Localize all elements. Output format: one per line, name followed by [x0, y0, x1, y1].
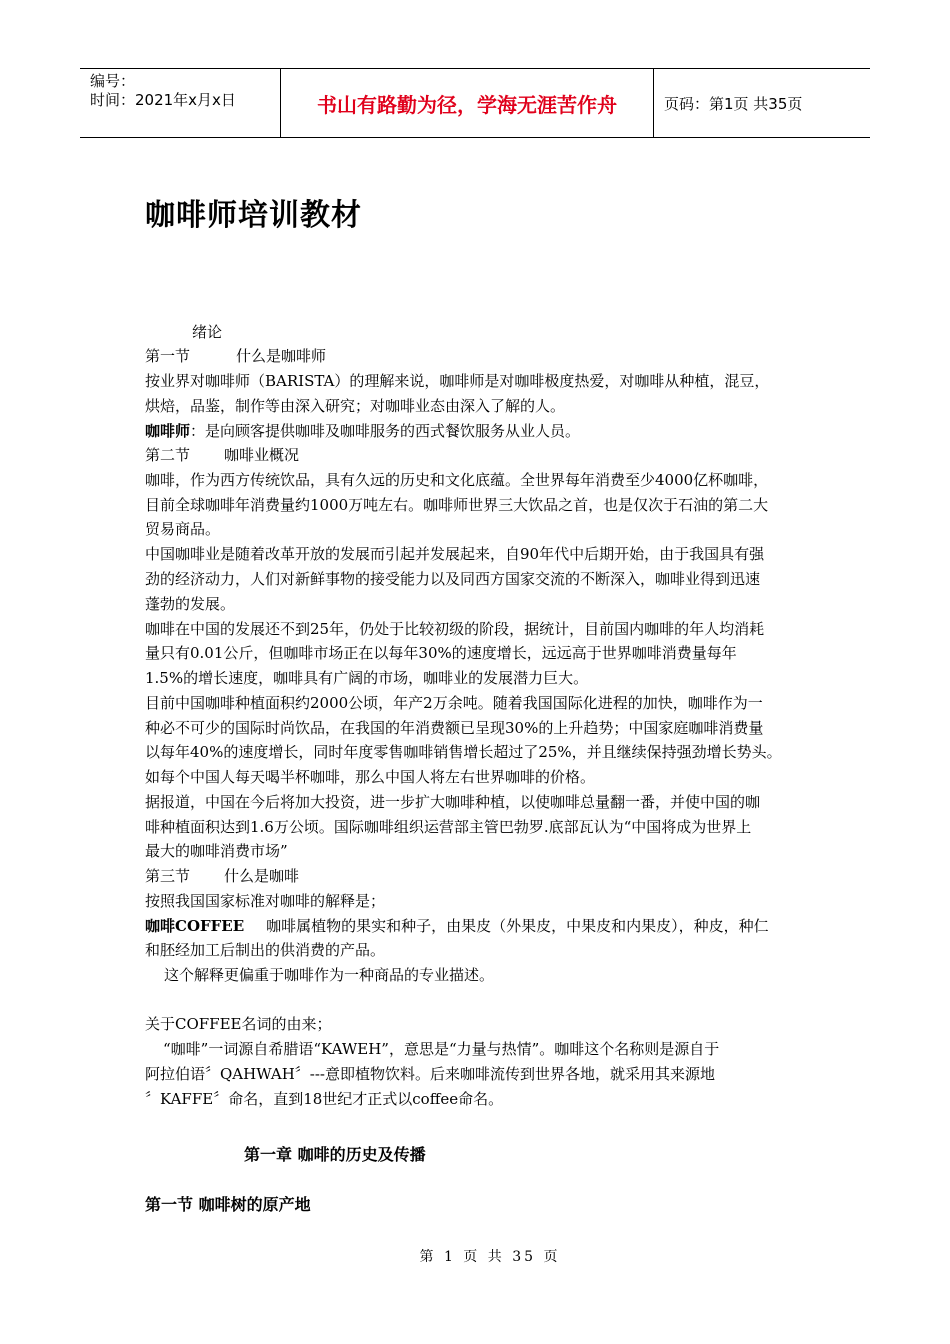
intro-heading: 绪论	[192, 323, 223, 341]
paragraph-line: 以每年40%的速度增长，同时年度零售咖啡销售增长超过了25%，并且继续保持强劲增长势头。	[145, 743, 782, 761]
paragraph-line: 这个解释更偏重于咖啡作为一种商品的专业描述。	[164, 966, 495, 984]
subsection-heading: 第一节 咖啡树的原产地	[145, 1195, 311, 1214]
document-number-label: 编号：	[90, 72, 136, 90]
paragraph-line: 关于COFFEE名词的由来；	[145, 1015, 332, 1033]
page-footer: 第 1 页 共 35 页	[419, 1249, 561, 1265]
section-number: 第三节	[145, 867, 191, 885]
section-heading	[145, 344, 326, 368]
paragraph-line: 和胚经加工后制出的供消费的产品。	[145, 941, 386, 959]
document-title: 咖啡师培训教材	[145, 198, 362, 233]
paragraph-line: 目前全球咖啡年消费量约1000万吨左右。咖啡师世界三大饮品之首，也是仅次于石油的第二大	[145, 496, 769, 514]
section-title: 什么是咖啡师	[236, 347, 327, 365]
page-header	[80, 68, 870, 138]
section-title: 什么是咖啡	[224, 867, 300, 885]
section-number: 第一节	[145, 347, 191, 365]
paragraph-line: 贸易商品。	[145, 520, 221, 538]
paragraph-line: 〞KAFFE〞命名，直到18世纪才正式以coffee命名。	[145, 1090, 504, 1108]
header-motto: 书山有路勤为径，学海无涯苦作舟	[281, 69, 654, 137]
chapter-heading: 第一章 咖啡的历史及传播	[244, 1145, 426, 1164]
paragraph-line: 1.5%的增长速度，咖啡具有广阔的市场，咖啡业的发展潜力巨大。	[145, 669, 589, 687]
paragraph-line: 目前中国咖啡种植面积约2000公顷，年产2万余吨。随着我国国际化进程的加快，咖啡作为一	[145, 694, 763, 712]
paragraph-line: 量只有0.01公斤，但咖啡市场正在以每年30%的速度增长，远远高于世界咖啡消费量每年	[145, 644, 737, 662]
paragraph-line: 咖啡，作为西方传统饮品，具有久远的历史和文化底蕴。全世界每年消费至少4000亿杯咖啡，	[145, 471, 769, 489]
paragraph-line: 中国咖啡业是随着改革开放的发展而引起并发展起来，自90年代中后期开始，由于我国具有强	[145, 545, 765, 563]
definition-term: 咖啡师	[145, 422, 191, 440]
paragraph-line: 按照我国国家标准对咖啡的解释是；	[145, 892, 386, 910]
paragraph-line: 按业界对咖啡师（BARISTA）的理解来说，咖啡师是对咖啡极度热爱，对咖啡从种植，混豆，	[145, 372, 770, 390]
paragraph-line: 劲的经济动力，人们对新鲜事物的接受能力以及同西方国家交流的不断深入，咖啡业得到迅速	[145, 570, 761, 588]
paragraph-line: 烘焙，品鉴，制作等由深入研究；对咖啡业态由深入了解的人。	[145, 397, 566, 415]
document-date: 时间：2021年x月x日	[90, 91, 236, 109]
paragraph-line: 啡种植面积达到1.6万公顷。国际咖啡组织运营部主管巴勃罗.底部瓦认为“中国将成为世界上	[145, 818, 752, 836]
section-heading	[145, 864, 299, 888]
definition-line	[145, 419, 580, 443]
header-page-info: 页码：第1页 共35页	[664, 94, 803, 113]
paragraph-line: 据报道，中国在今后将加大投资，进一步扩大咖啡种植，以使咖啡总量翻一番，并使中国的咖	[145, 793, 761, 811]
definition-line	[145, 914, 769, 938]
definition-text: ：是向顾客提供咖啡及咖啡服务的西式餐饮服务从业人员。	[190, 422, 581, 440]
paragraph-line: 咖啡在中国的发展还不到25年，仍处于比较初级的阶段，据统计，目前国内咖啡的年人均消耗	[145, 620, 765, 638]
paragraph-line: 最大的咖啡消费市场”	[145, 842, 288, 860]
definition-text: 咖啡属植物的果实和种子，由果皮（外果皮，中果皮和内果皮），种皮，种仁	[266, 917, 769, 935]
paragraph-line: 如每个中国人每天喝半杯咖啡，那么中国人将左右世界咖啡的价格。	[145, 768, 596, 786]
definition-term: 咖啡COFFEE	[145, 917, 245, 935]
paragraph-line: 阿拉伯语〞QAHWAH〞---意即植物饮料。后来咖啡流传到世界各地，就采用其来源地	[145, 1065, 716, 1083]
paragraph-line: 蓬勃的发展。	[145, 595, 236, 613]
section-heading	[145, 443, 299, 467]
paragraph-line: “咖啡”一词源自希腊语“KAWEH”，意思是“力量与热情”。咖啡这个名称则是源自于	[163, 1040, 720, 1058]
header-meta	[80, 69, 281, 137]
section-number: 第二节	[145, 446, 191, 464]
paragraph-line: 种必不可少的国际时尚饮品，在我国的年消费额已呈现30%的上升趋势；中国家庭咖啡消费量	[145, 719, 764, 737]
section-title: 咖啡业概况	[224, 446, 300, 464]
